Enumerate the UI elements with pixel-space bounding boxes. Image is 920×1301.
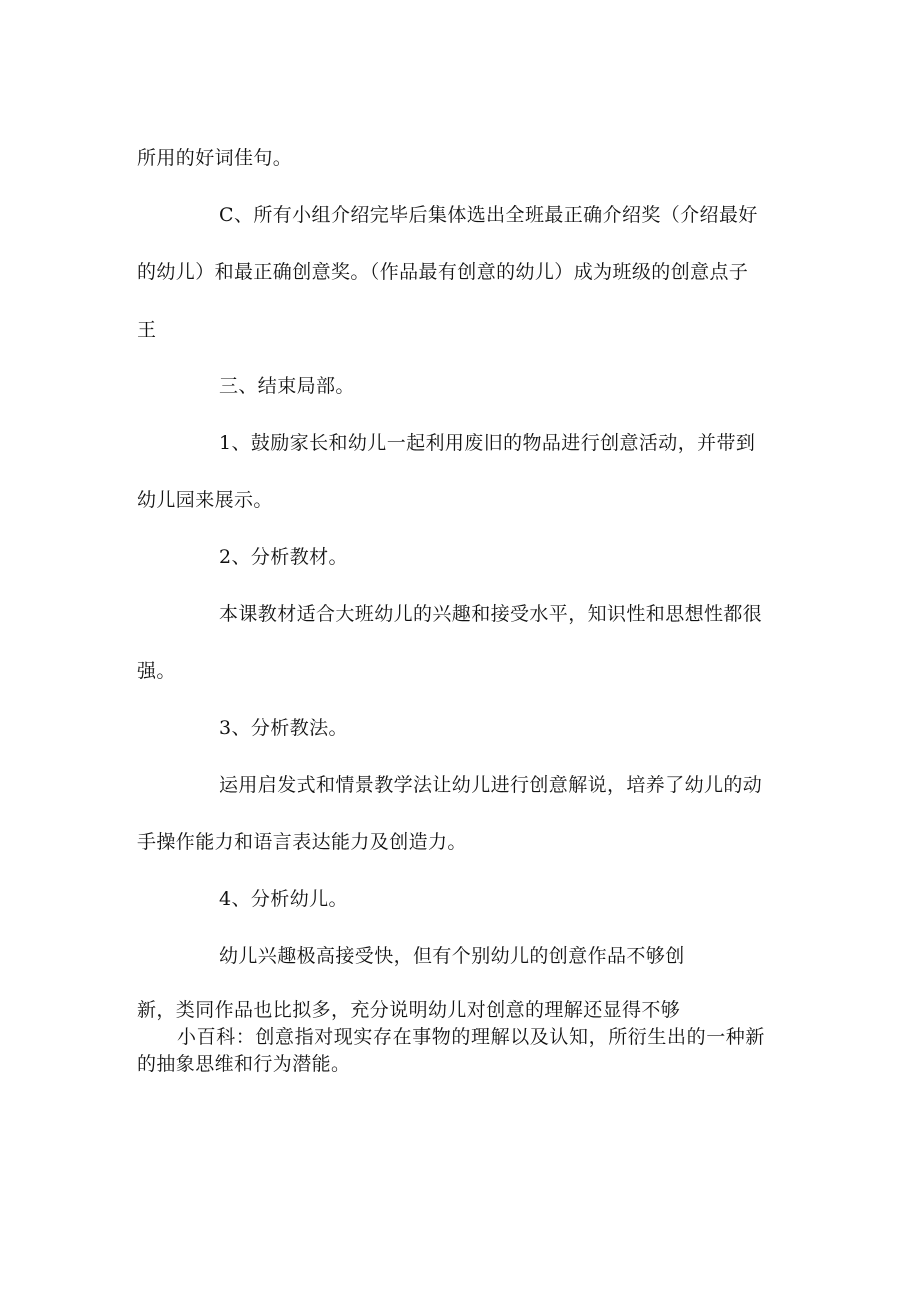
subsection-heading: 4、分析幼儿。	[219, 888, 348, 910]
paragraph-line: 运用启发式和情景教学法让幼儿进行创意解说，培养了幼儿的动	[219, 774, 763, 796]
paragraph-line: C、所有小组介绍完毕后集体选出全班最正确介绍奖（介绍最好	[219, 204, 758, 226]
subsection-heading: 3、分析教法。	[219, 717, 348, 739]
note-line: 的抽象思维和行为潜能。	[137, 1053, 351, 1075]
paragraph-line: 幼儿兴趣极高接受快，但有个别幼儿的创意作品不够创	[219, 945, 685, 967]
paragraph-line: 幼儿园来展示。	[137, 489, 273, 511]
paragraph-line: 王	[137, 319, 157, 341]
paragraph-line: 强。	[137, 660, 176, 682]
paragraph-line: 新，类同作品也比拟多，充分说明幼儿对创意的理解还显得不够	[137, 999, 681, 1021]
paragraph-line: 的幼儿）和最正确创意奖。（作品最有创意的幼儿）成为班级的创意点子	[137, 261, 749, 283]
paragraph-line: 手操作能力和语言表达能力及创造力。	[137, 831, 467, 853]
paragraph-line: 本课教材适合大班幼儿的兴趣和接受水平，知识性和思想性都很	[219, 603, 763, 625]
subsection-heading: 2、分析教材。	[219, 546, 348, 568]
note-line: 小百科：创意指对现实存在事物的理解以及认知，所衍生出的一种新	[177, 1026, 766, 1048]
paragraph-line: 所用的好词佳句。	[137, 147, 293, 169]
paragraph-line: 1、鼓励家长和幼儿一起利用废旧的物品进行创意活动，并带到	[219, 432, 756, 454]
section-heading: 三、结束局部。	[219, 375, 355, 397]
